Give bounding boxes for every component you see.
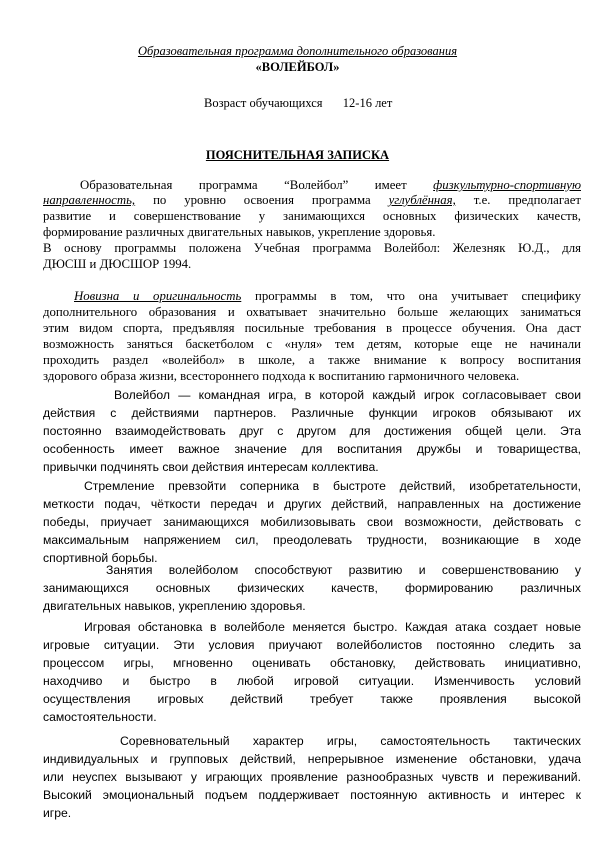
intro-line-3: развитие и совершенствование у занимающихся основных физических качеств,	[43, 209, 581, 223]
program-title: Образовательная программа дополнительного образования	[137, 44, 458, 58]
novelty-line-3: этим видом спорта, предъявляя посильные требования в процессе обучения. Она даст	[43, 321, 581, 335]
p5-line-2: индивидуальных и групповых действий, непрерывное изменение обстановки, удача	[43, 752, 581, 766]
p4-line-4: находчиво и быстро в любой игровой ситуации. Изменчивость условий	[43, 674, 581, 688]
p4-line-3: процессом игры, мгновенно оценивать обстановку, действовать инициативно,	[43, 656, 581, 670]
p5-line-4: Высокий эмоциональный подъем поддерживает постоянную активность и интерес к	[43, 788, 581, 802]
age-label: Возраст обучающихся	[204, 96, 323, 110]
p1-line-4: особенность имеет важное значение для воспитания дружбы и товарищества,	[43, 442, 581, 456]
p2-line-3: победы, приучает занимающихся мобилизовывать свои возможности, действовать с	[43, 515, 581, 529]
focus-term: физкультурно-спортивную	[433, 178, 581, 192]
intro-line-5: В основу программы положена Учебная программа Волейбол: Железняк Ю.Д., для	[43, 241, 581, 255]
p3-line-3: двигательных навыков, укреплению здоровья.	[43, 599, 306, 613]
p4-line-2: игровые ситуации. Эти условия приучают волейболистов постоянно следить за	[43, 638, 581, 652]
p4-line-6: самостоятельности.	[43, 710, 157, 724]
p2-line-1: Стремление превзойти соперника в быстроте действий, изобретательности,	[84, 479, 581, 493]
novelty-label: Новизна и оригинальность	[74, 289, 242, 303]
novelty-line-1: Новизна и оригинальность программы в том, что она учитывает специфику	[74, 289, 581, 303]
novelty-line-4: возможность заняться баскетболом с «нуля» тем детям, которые еще не начинали	[43, 337, 581, 351]
novelty-line-5: проходить раздел «волейбол» в школе, а также внимание к вопросу воспитания	[43, 353, 581, 367]
intro-line-2: направленность, по уровню освоения программа углублённая, т.е. предполагает	[43, 193, 581, 207]
p1-line-1: Волейбол — командная игра, в которой каждый игрок согласовывает свои	[114, 388, 581, 402]
intro-line-4: формирование различных двигательных навыков, укрепление здоровья.	[43, 225, 436, 239]
section-title: ПОЯСНИТЕЛЬНАЯ ЗАПИСКА	[205, 148, 390, 162]
p2-line-2: меткости подач, чёткости передач и других действий, направленных на достижение	[43, 497, 581, 511]
p3-line-1: Занятия волейболом способствуют развитию и совершенствованию у	[106, 563, 581, 577]
p1-line-3: постоянно взаимодействовать друг с другом для достижения общей цели. Эта	[43, 424, 581, 438]
program-name: «ВОЛЕЙБОЛ»	[255, 60, 340, 74]
p1-line-2: действия с действиями партнеров. Различные функции игроков обязывают их	[43, 406, 581, 420]
p5-line-5: игре.	[43, 806, 72, 820]
p5-line-1: Соревновательный характер игры, самостоятельность тактических	[120, 734, 581, 748]
p2-line-5: спортивной борьбы.	[43, 551, 158, 565]
p5-line-3: или неуспех вызывают у играющих проявление разнообразных чувств и переживаний.	[43, 770, 581, 784]
p4-line-5: осуществления игровых действий требует также проявления высокой	[43, 692, 581, 706]
p4-line-1: Игровая обстановка в волейболе меняется быстро. Каждая атака создает новые	[84, 620, 581, 634]
age-line	[204, 96, 392, 111]
age-value: 12-16 лет	[342, 96, 393, 110]
p3-line-2: занимающихся основных физических качеств, формированию различных	[43, 581, 581, 595]
novelty-line-2: дополнительного образования и охватывает значительно больше желающих заниматься	[43, 305, 581, 319]
p1-line-5: привычки подчинять свои действия интересам коллектива.	[43, 460, 379, 474]
intro-line-6: ДЮСШ и ДЮСШОР 1994.	[43, 257, 192, 271]
novelty-line-6: здорового образа жизни, всестороннего подхода к воспитанию гармоничного человека.	[43, 369, 520, 383]
level-term: углублённая,	[388, 193, 456, 207]
p2-line-4: максимальным напряжением сил, преодолевать трудности, возникающие в ходе	[43, 533, 581, 547]
intro-line-1: Образовательная программа “Волейбол” имеет физкультурно-спортивную	[80, 178, 581, 192]
